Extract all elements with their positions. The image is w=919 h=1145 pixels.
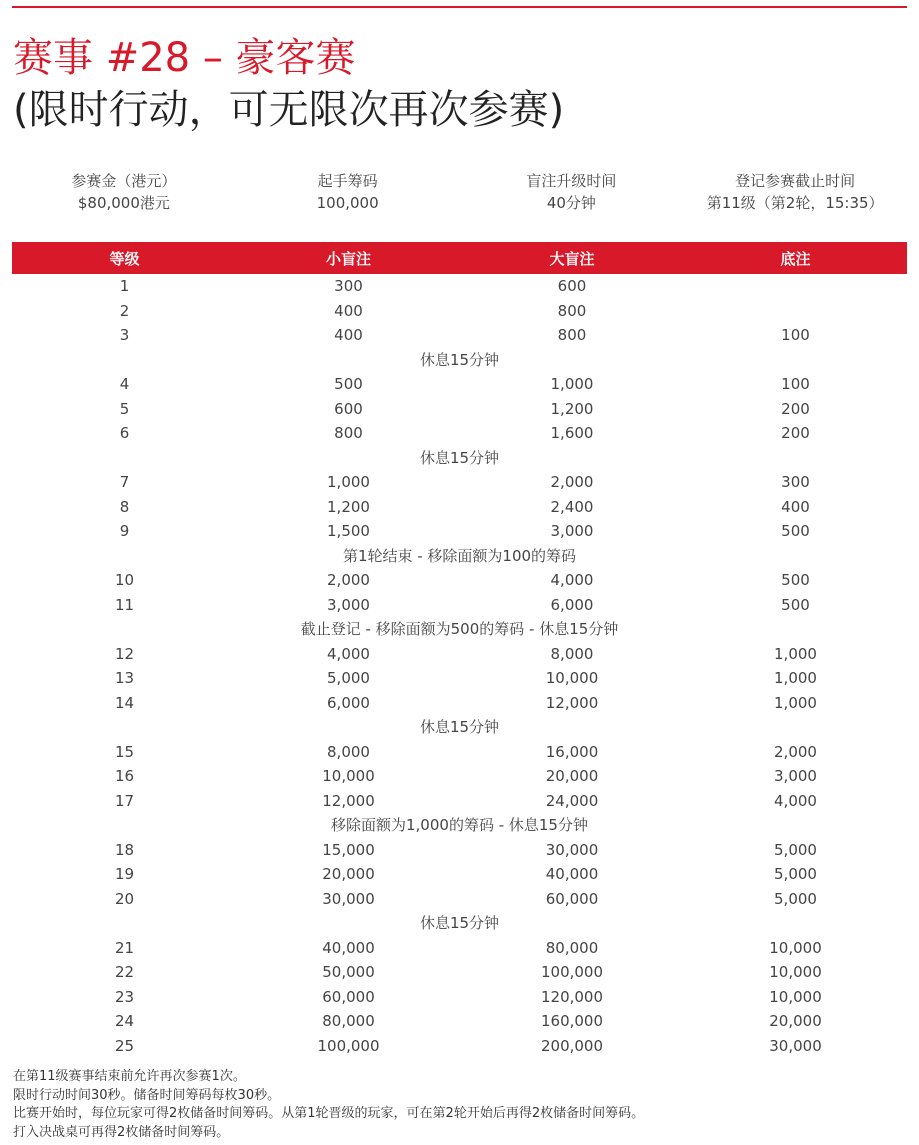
ante-cell: 30,000 <box>769 1036 822 1055</box>
level-cell: 23 <box>114 987 135 1006</box>
table-row <box>12 838 907 863</box>
small-blind-cell: 40,000 <box>322 938 375 957</box>
small-blind-cell: 600 <box>334 399 363 418</box>
info-label: 盲注升级时间 <box>526 172 617 190</box>
table-row <box>12 1034 907 1059</box>
break-row: 休息15分钟 <box>419 718 500 736</box>
small-blind-cell: 3,000 <box>327 595 370 614</box>
header-small-blind: 小盲注 <box>325 249 371 268</box>
big-blind-cell: 1,200 <box>550 399 594 418</box>
ante-cell: 1,000 <box>774 669 817 687</box>
small-blind-cell: 100,000 <box>317 1036 380 1055</box>
event-info <box>12 170 907 214</box>
starting-stack-info <box>236 170 460 214</box>
small-blind-cell: 2,000 <box>327 571 370 589</box>
big-blind-cell: 24,000 <box>545 791 599 810</box>
small-blind-cell: 10,000 <box>322 767 375 785</box>
ante-cell: 300 <box>781 473 810 491</box>
ante-cell: 5,000 <box>774 865 817 883</box>
level-cell: 17 <box>114 791 135 810</box>
info-value: 100,000 <box>316 194 379 212</box>
level-cell: 24 <box>114 1012 135 1030</box>
ante-cell: 10,000 <box>769 963 822 981</box>
big-blind-cell: 8,000 <box>550 644 594 663</box>
small-blind-cell: 15,000 <box>322 840 375 859</box>
structure-table-header <box>12 242 907 274</box>
big-blind-cell: 40,000 <box>545 865 599 883</box>
big-blind-cell: 120,000 <box>540 987 604 1006</box>
table-row <box>12 691 907 716</box>
table-row <box>12 887 907 912</box>
big-blind-cell: 800 <box>557 326 587 344</box>
ante-cell: 2,000 <box>774 742 817 761</box>
level-cell: 3 <box>119 326 130 344</box>
level-cell: 8 <box>119 497 130 516</box>
info-label: 起手筹码 <box>317 172 378 190</box>
table-row <box>12 666 907 691</box>
ante-cell: 20,000 <box>769 1012 822 1030</box>
level-cell: 12 <box>114 644 135 663</box>
ante-cell: 500 <box>781 595 810 614</box>
big-blind-cell: 6,000 <box>550 595 594 614</box>
level-cell: 13 <box>114 669 135 687</box>
footnotes <box>13 1068 644 1142</box>
table-row <box>12 323 907 348</box>
small-blind-cell: 5,000 <box>327 669 370 687</box>
small-blind-cell: 400 <box>334 326 363 344</box>
small-blind-cell: 500 <box>334 375 363 393</box>
info-value: 第11级（第2轮，15:35） <box>706 194 884 212</box>
big-blind-cell: 200,000 <box>540 1036 604 1055</box>
level-cell: 1 <box>119 277 130 295</box>
ante-cell <box>684 274 907 299</box>
level-cell: 22 <box>114 963 135 981</box>
table-row <box>12 789 907 814</box>
level-cell: 4 <box>119 375 130 393</box>
small-blind-cell: 60,000 <box>322 987 375 1006</box>
level-cell: 20 <box>114 889 135 908</box>
ante-cell: 200 <box>781 424 810 442</box>
level-cell: 7 <box>119 473 130 491</box>
ante-cell: 5,000 <box>774 889 817 908</box>
level-cell: 9 <box>119 522 130 540</box>
ante-cell: 100 <box>781 326 810 344</box>
table-row <box>12 519 907 544</box>
level-cell: 19 <box>114 865 135 883</box>
big-blind-cell: 16,000 <box>545 742 599 761</box>
break-row: 第1轮结束 - 移除面额为100的筹码 <box>342 546 577 565</box>
big-blind-cell: 2,400 <box>550 497 594 516</box>
table-row <box>12 397 907 422</box>
big-blind-cell: 20,000 <box>545 767 599 785</box>
ante-cell: 1,000 <box>774 644 817 663</box>
small-blind-cell: 800 <box>334 424 363 442</box>
small-blind-cell: 400 <box>334 301 363 320</box>
small-blind-cell: 1,500 <box>327 522 370 540</box>
page-title: 赛事 #28 – 豪客赛 <box>13 35 356 81</box>
level-cell: 5 <box>119 399 130 418</box>
level-cell: 6 <box>119 424 130 442</box>
table-row <box>12 568 907 593</box>
header-big-blind: 大盲注 <box>549 249 595 268</box>
level-cell: 16 <box>114 767 135 785</box>
footnote: 在第11级赛事结束前允许再次参赛1次。 <box>13 1069 246 1084</box>
big-blind-cell: 10,000 <box>545 669 599 687</box>
table-row <box>12 274 907 299</box>
page-subtitle: (限时行动，可无限次再次参赛) <box>13 87 565 133</box>
level-cell: 2 <box>119 301 130 320</box>
table-row <box>12 372 907 397</box>
small-blind-cell: 300 <box>334 277 363 295</box>
big-blind-cell: 800 <box>557 301 587 320</box>
table-row <box>12 985 907 1010</box>
ante-cell: 1,000 <box>774 693 817 712</box>
big-blind-cell: 160,000 <box>540 1012 604 1030</box>
ante-cell: 10,000 <box>769 987 822 1006</box>
big-blind-cell: 1,600 <box>550 424 594 442</box>
late-registration-info <box>683 170 907 214</box>
break-row: 移除面额为1,000的筹码 - 休息15分钟 <box>331 816 588 834</box>
top-divider <box>12 6 907 8</box>
big-blind-cell: 4,000 <box>550 571 594 589</box>
table-row <box>12 764 907 789</box>
small-blind-cell: 6,000 <box>327 693 370 712</box>
big-blind-cell: 30,000 <box>545 840 599 859</box>
level-cell: 10 <box>114 571 135 589</box>
table-row <box>12 495 907 520</box>
break-row: 休息15分钟 <box>419 448 500 467</box>
blind-level-info <box>460 170 684 214</box>
footnote: 打入决战桌可再得2枚储备时间筹码。 <box>13 1124 230 1140</box>
big-blind-cell: 12,000 <box>545 693 599 712</box>
small-blind-cell: 1,000 <box>327 473 370 491</box>
buyin-info <box>12 170 236 214</box>
big-blind-cell: 3,000 <box>550 522 594 540</box>
big-blind-cell: 100,000 <box>540 963 604 981</box>
small-blind-cell: 1,200 <box>327 497 370 516</box>
footnote: 限时行动时间30秒。储备时间筹码每枚30秒。 <box>13 1087 281 1103</box>
level-cell: 25 <box>114 1036 135 1055</box>
big-blind-cell: 60,000 <box>545 889 599 908</box>
small-blind-cell: 12,000 <box>322 791 375 810</box>
ante-cell: 100 <box>781 375 810 393</box>
table-row <box>12 593 907 618</box>
big-blind-cell: 600 <box>557 277 587 295</box>
ante-cell: 200 <box>781 399 810 418</box>
table-row <box>12 740 907 765</box>
small-blind-cell: 50,000 <box>322 963 375 981</box>
table-row <box>12 960 907 985</box>
level-cell: 21 <box>114 938 135 957</box>
level-cell: 14 <box>114 693 135 712</box>
ante-cell: 500 <box>781 522 810 540</box>
small-blind-cell: 30,000 <box>322 889 375 908</box>
table-row <box>12 470 907 495</box>
ante-cell <box>684 299 907 324</box>
ante-cell: 5,000 <box>774 840 817 859</box>
small-blind-cell: 20,000 <box>322 865 375 883</box>
header-ante: 底注 <box>780 249 811 268</box>
level-cell: 11 <box>114 595 135 614</box>
header-level: 等级 <box>109 249 140 268</box>
table-row <box>12 642 907 667</box>
big-blind-cell: 80,000 <box>545 938 599 957</box>
table-row <box>12 1009 907 1034</box>
info-label: 登记参赛截止时间 <box>735 172 856 190</box>
ante-cell: 4,000 <box>774 791 817 810</box>
small-blind-cell: 80,000 <box>322 1012 375 1030</box>
table-row <box>12 421 907 446</box>
small-blind-cell: 4,000 <box>327 644 370 663</box>
footnote: 比赛开始时，每位玩家可得2枚储备时间筹码。从第1轮晋级的玩家，可在第2轮开始后再得2枚储备时间筹码。 <box>13 1106 645 1121</box>
info-value: 40分钟 <box>546 194 596 212</box>
break-row: 休息15分钟 <box>419 914 500 932</box>
table-row <box>12 299 907 324</box>
table-row <box>12 862 907 887</box>
level-cell: 15 <box>114 742 135 761</box>
table-row <box>12 936 907 961</box>
structure-table-body <box>12 274 907 1058</box>
big-blind-cell: 2,000 <box>550 473 594 491</box>
big-blind-cell: 1,000 <box>550 375 594 393</box>
small-blind-cell: 8,000 <box>327 742 370 761</box>
ante-cell: 10,000 <box>769 938 822 957</box>
level-cell: 18 <box>114 840 135 859</box>
ante-cell: 3,000 <box>774 767 817 785</box>
ante-cell: 500 <box>781 571 810 589</box>
break-row: 休息15分钟 <box>419 350 500 369</box>
ante-cell: 400 <box>781 497 810 516</box>
info-label: 参赛金（港元） <box>71 172 177 190</box>
info-value: $80,000港元 <box>77 194 170 212</box>
break-row: 截止登记 - 移除面额为500的筹码 - 休息15分钟 <box>300 620 619 638</box>
